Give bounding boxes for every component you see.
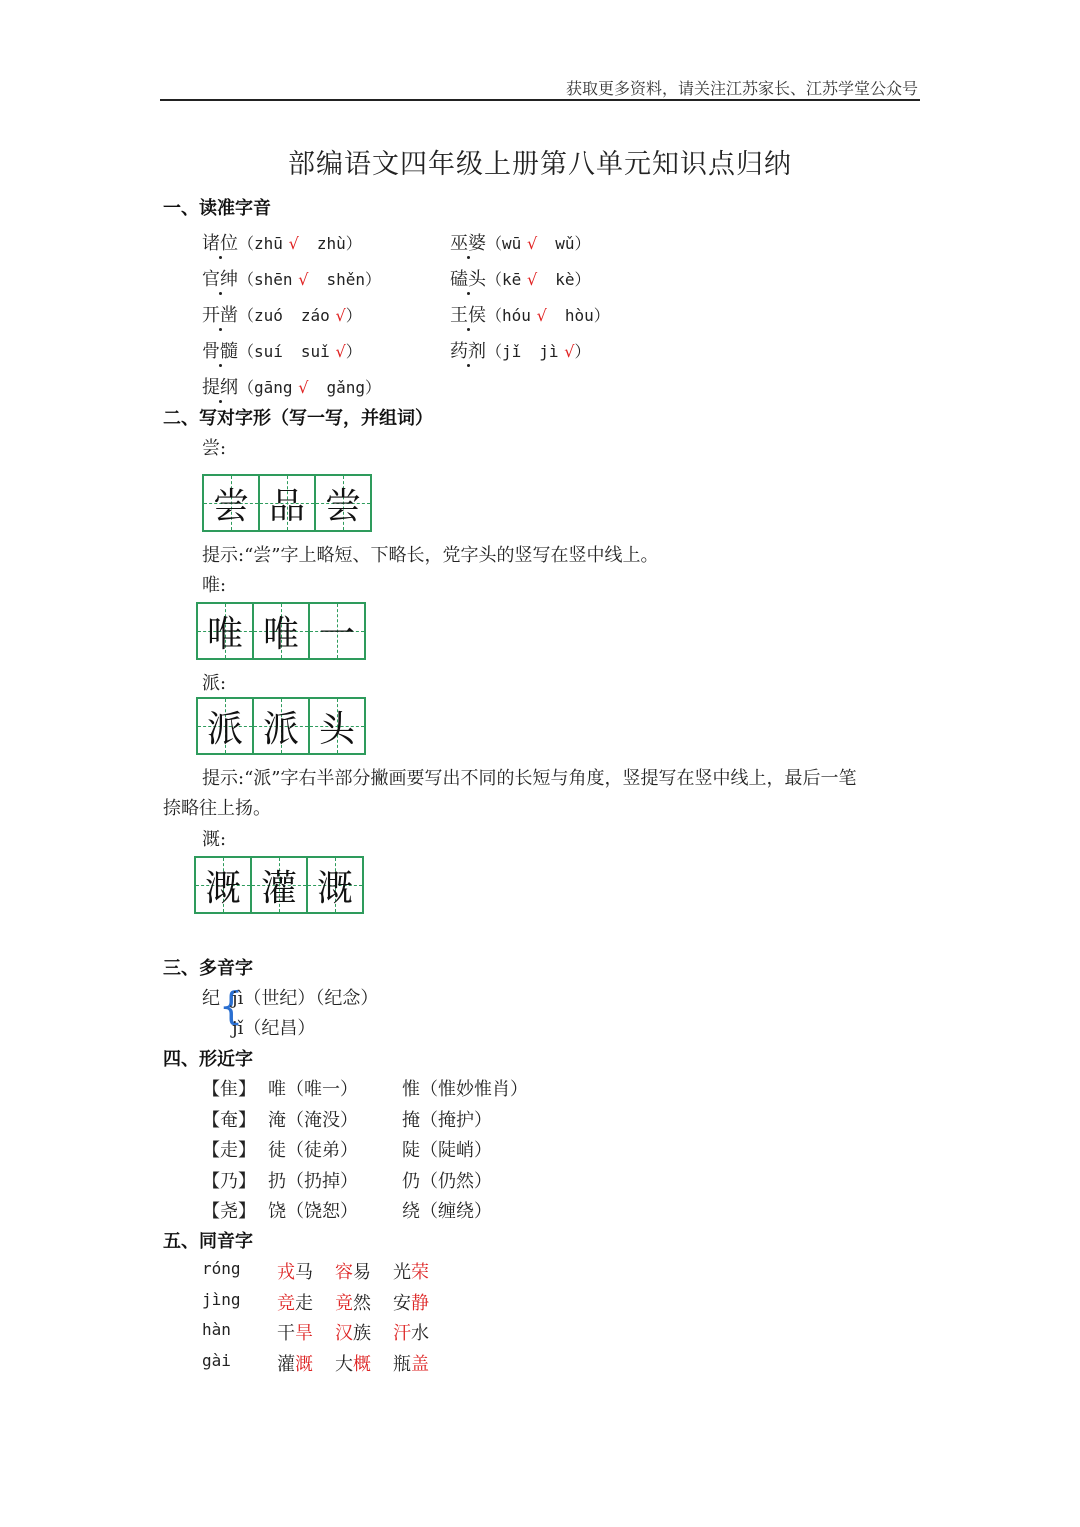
char-grid-gai [194, 856, 364, 914]
pronunciation-item [202, 337, 362, 363]
homophone-word [335, 1289, 371, 1315]
polyphone-reading-2: jǐ（纪昌） [232, 1018, 316, 1039]
check-mark-icon: √ [536, 306, 547, 325]
homophone-target-char: 汉 [335, 1323, 353, 1344]
homophone-other-char: 大 [335, 1353, 353, 1375]
grid-cell: 派 [198, 699, 254, 753]
similar-radical: 【乃】 [202, 1170, 256, 1192]
homophone-other-char: 易 [353, 1262, 371, 1283]
tip-chang: 提示:“尝”字上略短、下略长，党字头的竖写在竖中线上。 [202, 545, 659, 566]
pinyin-option-b: záo [300, 306, 330, 325]
homophone-word [335, 1258, 371, 1284]
grid-cell: 一 [310, 604, 364, 658]
polyphone-char: 纪 [202, 988, 220, 1009]
similar-word-1: 徒（徒弟） [268, 1140, 358, 1161]
similar-word-2: 掩（掩护） [402, 1109, 492, 1131]
homophone-pinyin: gài [202, 1350, 231, 1370]
polyphone-reading-1: jì（世纪）（纪念） [232, 988, 379, 1009]
pinyin-close: ） [574, 342, 591, 361]
homophone-word [335, 1319, 371, 1345]
section5-heading: 五、同音字 [163, 1231, 253, 1252]
similar-word-2: 惟（惟妙惟肖） [402, 1079, 528, 1100]
homophone-other-char: 瓶 [393, 1353, 411, 1375]
tip-pai-line1: 提示:“派”字右半部分撇画要写出不同的长短与角度，竖提写在竖中线上，最后一笔 [202, 768, 857, 789]
pinyin-option-b: gǎng） [326, 378, 382, 397]
similar-word-1: 扔（扔掉） [268, 1170, 358, 1192]
grid-cell: 唯 [198, 604, 254, 658]
homophone-pinyin: jìng [202, 1289, 241, 1309]
pronunciation-word: 官绅 [202, 269, 238, 290]
homophone-target-char: 容 [335, 1262, 353, 1283]
homophone-other-char: 干 [277, 1323, 295, 1344]
homophone-target-char: 竟 [335, 1292, 353, 1314]
pinyin-option-a: （kē [486, 270, 522, 289]
polyphone-brace: { [219, 984, 244, 1028]
check-mark-icon: √ [527, 270, 538, 289]
pinyin-option-a: （gāng [238, 378, 293, 397]
homophone-word [393, 1258, 429, 1284]
pinyin-option-a: （zhū [238, 234, 283, 253]
pronunciation-word: 巫婆 [450, 233, 486, 254]
homophone-other-char: 族 [353, 1323, 371, 1344]
pinyin-option-b: suǐ [300, 342, 330, 361]
group-label-gai: 溉: [202, 829, 227, 850]
similar-word-2: 陡（陡峭） [402, 1140, 492, 1161]
homophone-target-char: 溉 [295, 1353, 313, 1375]
homophone-word [277, 1350, 313, 1376]
homophone-word [277, 1319, 313, 1345]
pinyin-option-b: wǔ） [555, 234, 591, 253]
char-grid-chang [202, 474, 372, 532]
homophone-target-char: 荣 [411, 1262, 429, 1283]
pronunciation-word: 诸位 [202, 233, 238, 254]
pinyin-option-b: hòu） [564, 306, 610, 325]
pinyin-option-a: （jǐ [486, 342, 522, 361]
pronunciation-item [450, 301, 610, 327]
check-mark-icon: √ [564, 342, 575, 361]
tip-pai-line2: 捺略往上扬。 [163, 798, 271, 819]
pronunciation-item [450, 337, 591, 363]
homophone-pinyin: róng [202, 1259, 241, 1278]
pinyin-option-a: （hóu [486, 306, 531, 325]
section3-heading: 三、多音字 [163, 958, 253, 979]
section2-heading: 二、写对字形（写一写，并组词） [163, 408, 433, 429]
pinyin-option-b: kè） [555, 270, 591, 289]
check-mark-icon: √ [527, 234, 538, 253]
grid-cell: 品 [260, 476, 316, 530]
homophone-pinyin: hàn [202, 1320, 231, 1339]
similar-word-1: 饶（饶恕） [268, 1201, 358, 1222]
check-mark-icon: √ [298, 378, 309, 397]
similar-radical: 【隹】 [202, 1079, 256, 1100]
grid-cell: 溉 [308, 858, 362, 912]
homophone-other-char: 灌 [277, 1353, 295, 1375]
homophone-word [393, 1319, 429, 1345]
pinyin-option-a: （zuó [238, 306, 283, 325]
group-label-pai: 派: [202, 673, 227, 694]
homophone-target-char: 戎 [277, 1262, 295, 1283]
section1-heading: 一、读准字音 [163, 198, 271, 219]
pinyin-option-b: zhù） [316, 234, 362, 253]
pronunciation-word: 磕头 [450, 269, 486, 290]
check-mark-icon: √ [335, 306, 346, 325]
pronunciation-word: 提纲 [202, 377, 238, 398]
check-mark-icon: √ [288, 234, 299, 253]
pinyin-option-a: （wū [486, 234, 522, 253]
pinyin-option-a: （suí [238, 342, 283, 361]
homophone-other-char: 马 [295, 1262, 313, 1283]
homophone-other-char: 然 [353, 1292, 371, 1314]
homophone-target-char: 旱 [295, 1323, 313, 1344]
group-label-chang: 尝: [202, 438, 227, 459]
pronunciation-item [202, 229, 362, 255]
similar-radical: 【尧】 [202, 1201, 256, 1222]
char-grid-pai [196, 697, 366, 755]
pinyin-option-a: （shēn [238, 270, 293, 289]
section4-heading: 四、形近字 [163, 1049, 253, 1070]
homophone-target-char: 盖 [411, 1353, 429, 1375]
similar-word-1: 唯（唯一） [268, 1079, 358, 1100]
homophone-word [393, 1289, 429, 1315]
similar-word-2: 仍（仍然） [402, 1170, 492, 1192]
homophone-target-char: 竞 [277, 1292, 295, 1314]
homophone-other-char: 光 [393, 1262, 411, 1283]
page-title: 部编语文四年级上册第八单元知识点归纳 [288, 149, 792, 180]
grid-cell: 灌 [252, 858, 308, 912]
pronunciation-word: 骨髓 [202, 341, 238, 362]
pronunciation-word: 药剂 [450, 341, 486, 362]
grid-cell: 唯 [254, 604, 310, 658]
similar-radical: 【奄】 [202, 1109, 256, 1131]
homophone-word [277, 1258, 313, 1284]
similar-word-2: 绕（缠绕） [402, 1201, 492, 1222]
pronunciation-item [450, 265, 591, 291]
similar-radical: 【走】 [202, 1140, 256, 1161]
homophone-word [277, 1289, 313, 1315]
group-label-wei: 唯: [202, 575, 227, 596]
check-mark-icon: √ [335, 342, 346, 361]
pinyin-close: ） [345, 342, 362, 361]
header-note: 获取更多资料，请关注江苏家长、江苏学堂公众号 [565, 79, 918, 98]
pinyin-option-b: jì [539, 342, 559, 361]
pronunciation-item [202, 301, 362, 327]
check-mark-icon: √ [298, 270, 309, 289]
pronunciation-word: 王侯 [450, 305, 486, 326]
pinyin-close: ） [345, 306, 362, 325]
pronunciation-word: 开凿 [202, 305, 238, 326]
pinyin-option-b: shěn） [326, 270, 382, 289]
homophone-word [393, 1350, 429, 1376]
grid-cell: 尝 [316, 476, 370, 530]
homophone-other-char: 走 [295, 1292, 313, 1314]
homophone-other-char: 安 [393, 1292, 411, 1314]
grid-cell: 头 [310, 699, 364, 753]
char-grid-wei [196, 602, 366, 660]
grid-cell: 尝 [204, 476, 260, 530]
homophone-target-char: 静 [411, 1292, 429, 1314]
homophone-other-char: 水 [411, 1323, 429, 1344]
header-rule [160, 99, 920, 101]
pronunciation-item [202, 373, 381, 399]
homophone-word [335, 1350, 371, 1376]
grid-cell: 派 [254, 699, 310, 753]
pronunciation-item [202, 265, 381, 291]
similar-word-1: 淹（淹没） [268, 1109, 358, 1131]
homophone-target-char: 汗 [393, 1323, 411, 1344]
homophone-target-char: 概 [353, 1353, 371, 1375]
grid-cell: 溉 [196, 858, 252, 912]
pronunciation-item [450, 229, 591, 255]
